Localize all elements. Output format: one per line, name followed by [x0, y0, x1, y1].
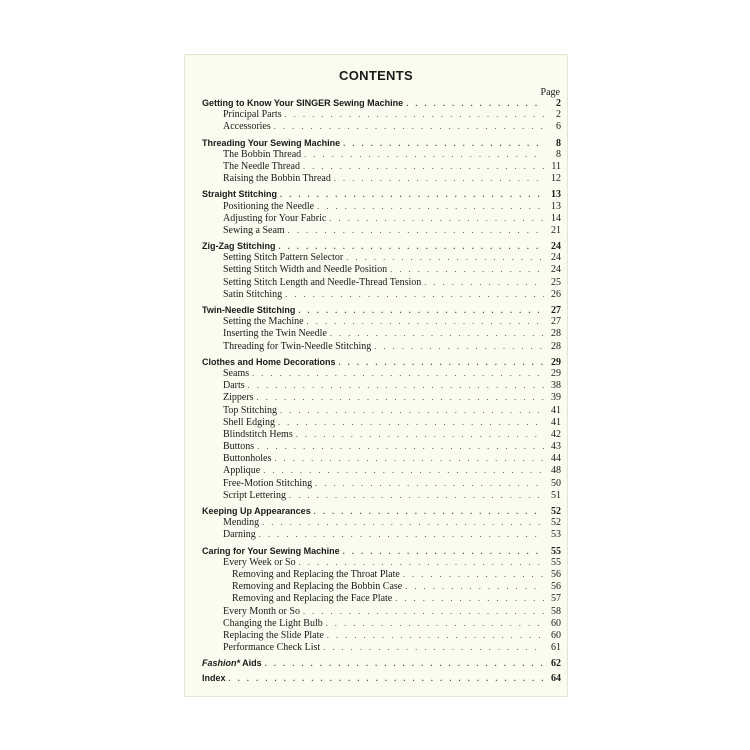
toc-page-number: 51: [551, 489, 561, 501]
toc-entry-label: Mending: [223, 517, 260, 529]
dot-leader: [330, 328, 544, 340]
toc-page-number: 52: [551, 517, 561, 529]
dot-leader: [390, 264, 544, 276]
dot-leader: [285, 289, 544, 301]
dot-leader: [296, 429, 544, 441]
toc-page-number: 2: [556, 109, 561, 121]
toc-entry: [202, 429, 561, 441]
toc-entry-label: Raising the Bobbin Thread: [223, 173, 331, 185]
toc-entry: [202, 405, 561, 417]
toc-entry-label: Removing and Replacing the Throat Plate: [232, 568, 400, 580]
toc-entry-label: Top Stitching: [223, 404, 278, 416]
toc-entry: [202, 593, 561, 605]
toc-entry: [202, 517, 561, 529]
dot-leader: [265, 658, 544, 670]
dot-leader: [304, 149, 544, 161]
toc-entry-label: Zig-Zag Stitching: [202, 241, 276, 252]
toc-page-number: 14: [551, 212, 561, 224]
toc-entry-label: Darts: [223, 380, 245, 392]
toc-entry: [202, 109, 561, 121]
toc-entry: [202, 465, 561, 477]
toc-entry: [202, 441, 561, 453]
toc-entry: [202, 630, 561, 642]
toc-page-number: 50: [551, 477, 561, 489]
dot-leader: [374, 341, 544, 353]
toc-entry: [202, 380, 561, 392]
toc-page-number: 11: [551, 160, 561, 172]
dot-leader: [248, 380, 544, 392]
toc-section: [202, 137, 561, 149]
dot-leader: [257, 392, 544, 404]
dot-leader: [303, 161, 544, 173]
toc-page-number: 29: [551, 367, 561, 379]
dot-leader: [323, 642, 544, 654]
toc-page-number: 25: [551, 276, 561, 288]
dot-leader: [274, 121, 544, 133]
toc-entry-label: Satin Stitching: [223, 288, 283, 300]
toc-entry: [202, 453, 561, 465]
dot-leader: [303, 606, 544, 618]
toc-entry: [202, 213, 561, 225]
dot-leader: [346, 252, 544, 264]
toc-entry: [202, 316, 561, 328]
toc-entry: [202, 201, 561, 213]
dot-leader: [263, 465, 544, 477]
toc-page-number: 26: [551, 288, 561, 300]
dot-leader: [334, 173, 544, 185]
toc-page-number: 55: [551, 545, 561, 557]
toc-entry-label: Shell Edging: [223, 416, 275, 428]
toc-entry: [202, 252, 561, 264]
toc-entry-label: Blindstitch Hems: [223, 428, 293, 440]
toc-entry-label: Positioning the Needle: [223, 200, 315, 212]
toc-entry: [202, 642, 561, 654]
toc-entry-label: Removing and Replacing the Face Plate: [232, 593, 393, 605]
toc-page-number: 64: [551, 673, 561, 685]
toc-section: [202, 505, 561, 517]
dot-leader: [257, 441, 544, 453]
toc-entry: [202, 328, 561, 340]
toc-entry-label: Zippers: [223, 392, 254, 404]
toc-page-number: 41: [551, 416, 561, 428]
toc-page-number: 13: [551, 189, 561, 201]
toc-page-number: 48: [551, 465, 561, 477]
dot-leader: [252, 368, 544, 380]
toc-page-number: 44: [551, 453, 561, 465]
toc-entry: [202, 618, 561, 630]
toc-entry-label: Replacing the Slide Plate: [223, 629, 324, 641]
toc-section: [202, 545, 561, 557]
toc-entry-label: Getting to Know Your SINGER Sewing Machine: [202, 98, 404, 108]
toc-page-number: 53: [551, 529, 561, 541]
toc-page-number: 58: [551, 605, 561, 617]
page-title: CONTENTS: [339, 68, 413, 83]
toc-page-number: 24: [551, 252, 561, 264]
toc-page-number: 55: [551, 556, 561, 568]
toc-page-number: 8: [556, 148, 561, 160]
toc-page-number: 56: [551, 581, 561, 593]
toc-entry-label: Threading for Twin-Needle Stitching: [223, 340, 372, 352]
toc-page-number: 56: [551, 568, 561, 580]
toc-section: [202, 188, 561, 200]
toc-entry-label: Clothes and Home Decorations: [202, 356, 336, 367]
toc-page-number: 27: [551, 305, 561, 316]
toc-entry-label: Accessories: [223, 121, 271, 133]
toc-page-number: 2: [556, 98, 561, 109]
dot-leader: [229, 673, 544, 685]
toc-page-number: 60: [551, 617, 561, 629]
toc-page-number: 6: [556, 121, 561, 133]
toc-entry: [202, 161, 561, 173]
toc-entry-label: Setting the Machine: [223, 316, 304, 328]
toc-page-number: 61: [551, 642, 561, 654]
dot-leader: [280, 405, 544, 417]
toc-entry-label: Twin-Needle Stitching: [202, 305, 296, 315]
toc-entry: [202, 121, 561, 133]
toc-entry: [202, 392, 561, 404]
toc-entry: [202, 581, 561, 593]
toc-page-number: 13: [551, 200, 561, 212]
toc-page-number: 28: [551, 328, 561, 340]
dot-leader: [327, 630, 544, 642]
toc-section: [202, 672, 561, 684]
toc-entry: [202, 341, 561, 353]
toc-page-number: 38: [551, 380, 561, 392]
toc-entry: [202, 569, 561, 581]
toc-section: [202, 356, 561, 368]
toc-entry-label: The Bobbin Thread: [223, 148, 302, 160]
toc-entry: [202, 264, 561, 276]
toc-entry: [202, 368, 561, 380]
toc-entry-label: Performance Check List: [223, 642, 321, 654]
toc-page-number: 43: [551, 441, 561, 453]
toc-entry-label: Sewing a Seam: [223, 224, 285, 236]
toc-section: [202, 657, 561, 669]
toc-entry-label: Script Lettering: [223, 489, 287, 501]
toc-page-number: 39: [551, 392, 561, 404]
dot-leader: [424, 277, 544, 289]
toc-entry: [202, 606, 561, 618]
toc-entry: [202, 289, 561, 301]
dot-leader: [395, 593, 544, 605]
toc-page-number: 60: [551, 629, 561, 641]
page-column-heading: Page: [540, 87, 560, 98]
toc-entry: [202, 225, 561, 237]
toc-entry-label: Every Week or So: [223, 556, 296, 568]
toc-entry: [202, 277, 561, 289]
toc-entry-label: Removing and Replacing the Bobbin Case: [232, 581, 403, 593]
toc-page-number: 24: [551, 264, 561, 276]
dot-leader: [405, 581, 544, 593]
toc-entry-label: Setting Stitch Pattern Selector: [223, 252, 344, 264]
toc-entry-label: Darning: [223, 529, 256, 541]
toc-entry: [202, 417, 561, 429]
document-page: [184, 54, 568, 697]
dot-leader: [403, 569, 544, 581]
toc-entry-label: Straight Stitching: [202, 189, 277, 200]
toc-entry-label: The Needle Thread: [223, 160, 300, 172]
toc-entry-label: Free-Motion Stitching: [223, 477, 313, 489]
toc-page-number: 57: [551, 593, 561, 605]
toc-entry: [202, 478, 561, 490]
toc-section: [202, 97, 561, 109]
dot-leader: [288, 225, 544, 237]
dot-leader: [259, 529, 544, 541]
toc-page-number: 52: [551, 506, 561, 517]
toc-entry-label: Adjusting for Your Fabric: [223, 212, 327, 224]
table-of-contents: [202, 97, 561, 685]
toc-page-number: 29: [551, 356, 561, 368]
toc-entry-label: Seams: [223, 367, 250, 379]
toc-page-number: 27: [551, 316, 561, 328]
toc-entry-label: Fashion* Aids: [202, 658, 262, 669]
toc-entry-label: Setting Stitch Length and Needle-Thread Tension: [223, 276, 422, 288]
dot-leader: [307, 316, 544, 328]
dot-leader: [299, 557, 544, 569]
dot-leader: [315, 478, 544, 490]
toc-entry-label: Inserting the Twin Needle: [223, 328, 327, 340]
toc-page-number: 62: [551, 658, 561, 670]
toc-entry: [202, 490, 561, 502]
dot-leader: [274, 453, 544, 465]
toc-page-number: 8: [556, 137, 561, 149]
dot-leader: [285, 109, 544, 121]
toc-page-number: 21: [551, 224, 561, 236]
toc-entry-label: Buttonholes: [223, 453, 272, 465]
toc-entry-label: Index: [202, 673, 226, 684]
toc-entry-label: Principal Parts: [223, 109, 282, 121]
toc-entry-label: Keeping Up Appearances: [202, 506, 311, 516]
toc-entry-label: Caring for Your Sewing Machine: [202, 545, 340, 556]
dot-leader: [262, 517, 544, 529]
dot-leader: [317, 201, 544, 213]
toc-entry-label: Every Month or So: [223, 605, 300, 617]
toc-entry: [202, 173, 561, 185]
toc-page-number: 12: [551, 173, 561, 185]
toc-section: [202, 240, 561, 252]
toc-page-number: 28: [551, 340, 561, 352]
toc-entry: [202, 529, 561, 541]
toc-entry-label: Threading Your Sewing Machine: [202, 137, 341, 148]
toc-entry-label: Changing the Light Bulb: [223, 617, 323, 629]
dot-leader: [326, 618, 544, 630]
toc-entry-label: Applique: [223, 465, 261, 477]
toc-entry-label: Setting Stitch Width and Needle Position: [223, 264, 388, 276]
toc-entry: [202, 557, 561, 569]
toc-section: [202, 304, 561, 316]
dot-leader: [289, 490, 544, 502]
toc-entry-label: Buttons: [223, 441, 255, 453]
dot-leader: [278, 417, 544, 429]
toc-entry: [202, 149, 561, 161]
toc-page-number: 42: [551, 428, 561, 440]
toc-page-number: 24: [551, 241, 561, 253]
dot-leader: [329, 213, 544, 225]
toc-page-number: 41: [551, 404, 561, 416]
